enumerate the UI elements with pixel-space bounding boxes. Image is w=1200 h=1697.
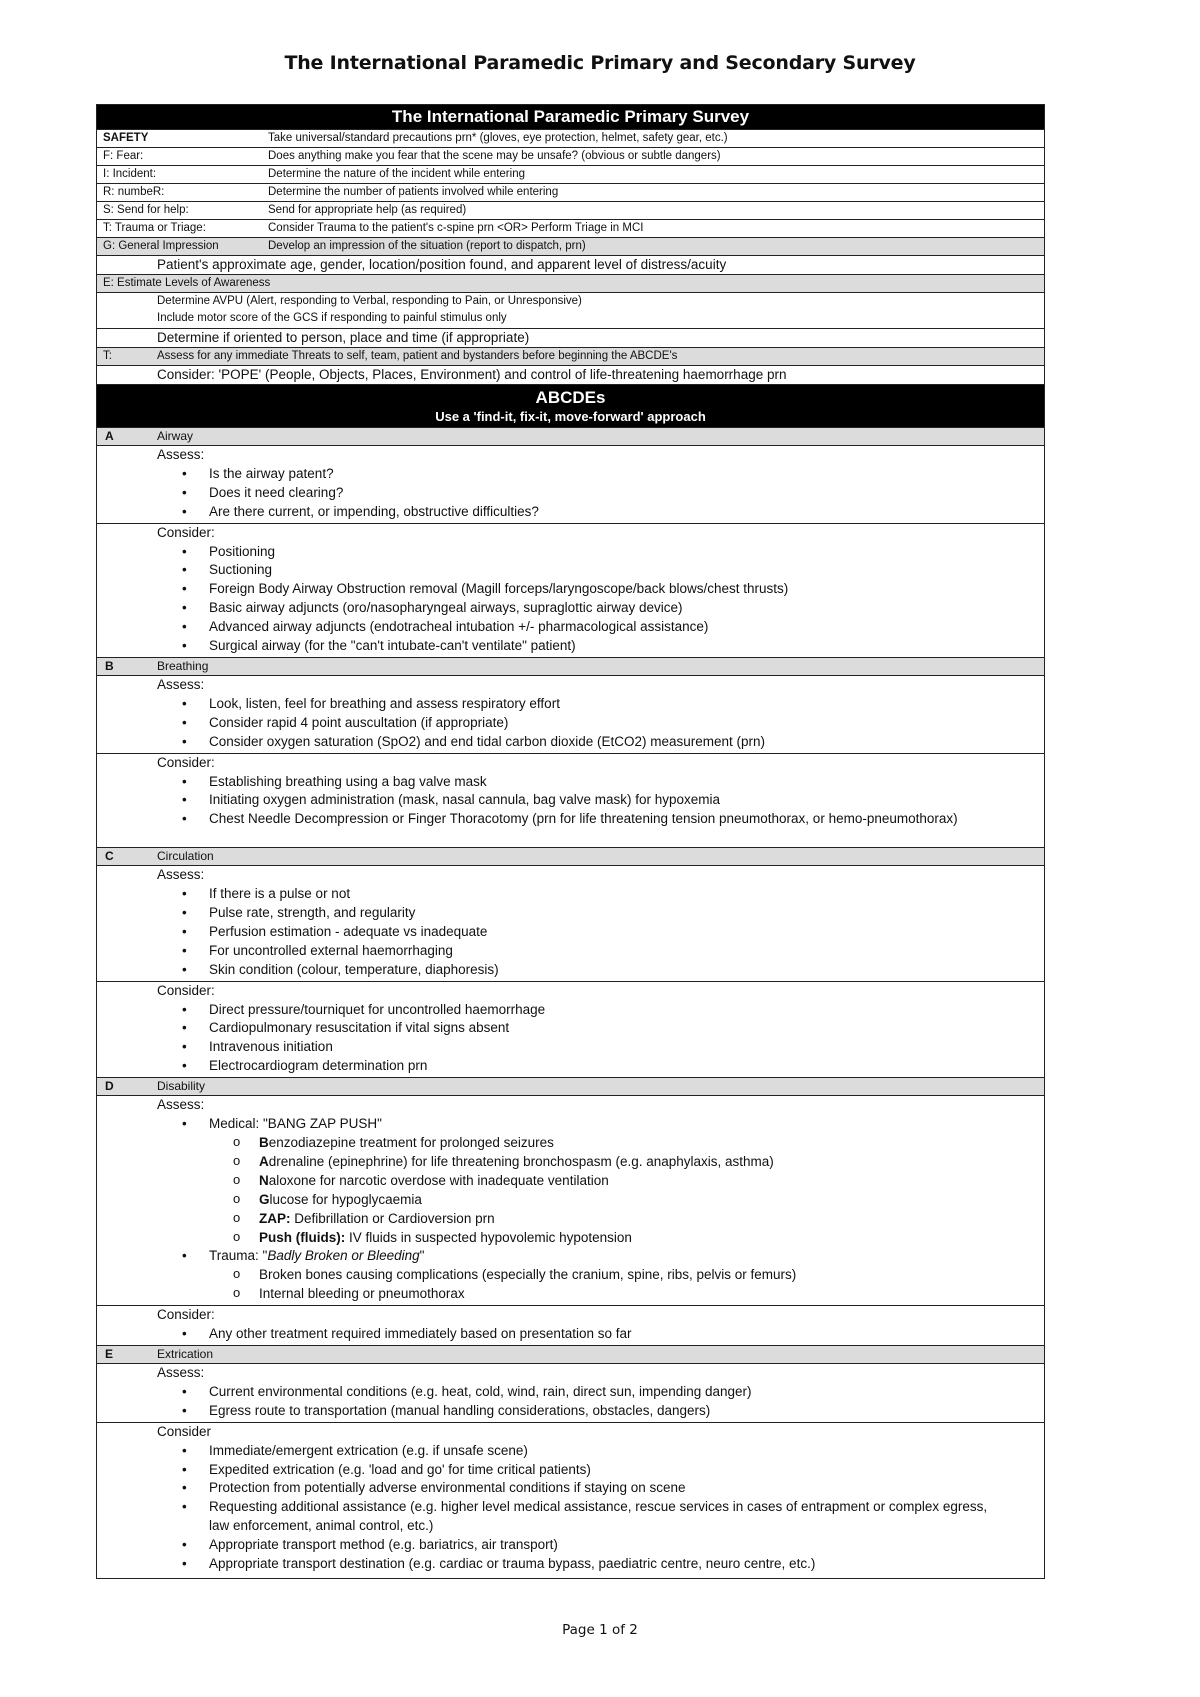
- list-item: • Are there current, or impending, obstructive difficulties?: [97, 503, 1044, 522]
- trauma-suffix: ": [419, 1248, 425, 1264]
- breathing-letter: B: [105, 658, 114, 673]
- list-item: • Initiating oxygen administration (mask, nasal cannula, bag valve mask) for hypoxemia: [97, 791, 1044, 810]
- sub-item-key: B: [259, 1135, 269, 1150]
- list-item: • For uncontrolled external haemorrhaging: [97, 942, 1044, 961]
- extrication-letter: E: [105, 1346, 114, 1361]
- extrication-header: [97, 1345, 1044, 1363]
- list-item: • Look, listen, feel for breathing and assess respiratory effort: [97, 695, 1044, 714]
- safety-key: SAFETY: [103, 132, 149, 144]
- trauma-triage-value: Consider Trauma to the patient's c-spine prn <OR> Perform Triage in MCI: [268, 222, 644, 234]
- incident-key: I: Incident:: [103, 168, 157, 180]
- list-item: • Egress route to transportation (manual handling considerations, obstacles, dangers): [97, 1402, 1044, 1421]
- assess-label: Assess:: [157, 447, 205, 462]
- sub-item-text: drenaline (epinephrine) for life threatening bronchospasm (e.g. anaphylaxis, asthma): [268, 1153, 774, 1169]
- list-item: • Intravenous initiation: [97, 1038, 1044, 1057]
- list-item: • Positioning: [97, 543, 1044, 562]
- gcs-text: Include motor score of the GCS if responding to painful stimulus only: [157, 312, 507, 324]
- list-item: • Current environmental conditions (e.g. heat, cold, wind, rain, direct sun, impending danger): [97, 1383, 1044, 1402]
- safety-value: Take universal/standard precautions prn* (gloves, eye protection, helmet, safety gear, etc.): [268, 132, 728, 144]
- avpu-block: [97, 292, 1044, 328]
- list-item: • Surgical airway (for the "can't intubate-can't ventilate" patient): [97, 637, 1044, 656]
- estimate-awareness-row: [97, 274, 1044, 292]
- trauma-triage-row: [97, 219, 1044, 237]
- threats-row: [97, 347, 1044, 365]
- sub-item-text: lucose for hypoglycaemia: [269, 1191, 422, 1207]
- list-item: • Basic airway adjuncts (oro/nasopharyngeal airways, supraglottic airway device): [97, 599, 1044, 618]
- extrication-consider: [97, 1422, 1044, 1578]
- pope-text: Consider: 'POPE' (People, Objects, Places, Environment) and control of life-threatening haemorrhage prn: [97, 365, 1044, 384]
- oriented-text: Determine if oriented to person, place and time (if appropriate): [97, 328, 1044, 347]
- threats-value: Assess for any immediate Threats to self, team, patient and bystanders before beginning the ABCDE's: [157, 350, 678, 362]
- primary-survey-table: [96, 104, 1045, 1579]
- fear-value: Does anything make you fear that the scene may be unsafe? (obvious or subtle dangers): [268, 150, 721, 162]
- sub-item: o Broken bones causing complications (especially the cranium, spine, ribs, pelvis or femurs): [97, 1266, 1044, 1285]
- general-impression-row: [97, 237, 1044, 255]
- circulation-assess: [97, 865, 1044, 980]
- list-item: • Immediate/emergent extrication (e.g. if unsafe scene): [97, 1442, 1044, 1461]
- sub-item-text: IV fluids in suspected hypovolemic hypotension: [345, 1229, 632, 1245]
- primary-survey-header: The International Paramedic Primary Survey: [97, 105, 1044, 129]
- list-item: • Electrocardiogram determination prn: [97, 1057, 1044, 1076]
- number-key: R: numbeR:: [103, 186, 165, 198]
- general-impression-detail: Patient's approximate age, gender, location/position found, and apparent level of distress/acuity: [97, 255, 1044, 274]
- sub-item: [97, 1134, 1044, 1153]
- list-item: • Pulse rate, strength, and regularity: [97, 904, 1044, 923]
- send-help-key: S: Send for help:: [103, 204, 189, 216]
- incident-row: [97, 165, 1044, 183]
- sub-item-text: aloxone for narcotic overdose with inadequate ventilation: [268, 1172, 609, 1188]
- extrication-name: Extrication: [157, 1346, 214, 1361]
- disability-assess: [97, 1095, 1044, 1305]
- trauma-emphasis: Badly Broken or Bleeding: [267, 1248, 420, 1264]
- trauma-triage-key: T: Trauma or Triage:: [103, 222, 206, 234]
- list-item: • Consider rapid 4 point auscultation (if appropriate): [97, 714, 1044, 733]
- assess-label: Assess:: [157, 676, 205, 692]
- send-help-value: Send for appropriate help (as required): [268, 204, 467, 216]
- airway-consider: [97, 523, 1044, 657]
- sub-item: o Internal bleeding or pneumothorax: [97, 1285, 1044, 1304]
- airway-header: [97, 427, 1044, 445]
- list-item: • Establishing breathing using a bag valve mask: [97, 773, 1044, 792]
- breathing-assess: [97, 675, 1044, 753]
- safety-row: [97, 129, 1044, 147]
- incident-value: Determine the nature of the incident while entering: [268, 168, 525, 180]
- document-title: The International Paramedic Primary and Secondary Survey: [284, 52, 916, 74]
- consider-label: Consider: [157, 1423, 212, 1439]
- circulation-header: [97, 847, 1044, 865]
- circulation-letter: C: [105, 849, 114, 864]
- breathing-consider: [97, 753, 1044, 848]
- trauma-prefix: Trauma: ": [209, 1248, 268, 1264]
- list-item: • Requesting additional assistance (e.g. higher level medical assistance, rescue services in cases of entrapment or complex egress, law enforcement, animal control, etc.): [97, 1498, 1044, 1536]
- airway-name: Airway: [157, 429, 194, 443]
- trauma-item: [97, 1247, 1044, 1266]
- list-item: • Any other treatment required immediately based on presentation so far: [97, 1325, 1044, 1344]
- general-impression-key: G: General Impression: [103, 240, 219, 252]
- disability-letter: D: [105, 1079, 114, 1094]
- abcde-title: ABCDEs: [535, 388, 606, 407]
- list-item: • Protection from potentially adverse environmental conditions if staying on scene: [97, 1479, 1044, 1498]
- medical-item: • Medical: "BANG ZAP PUSH": [97, 1115, 1044, 1134]
- airway-letter: A: [105, 429, 114, 443]
- sub-item-key: Push (fluids):: [259, 1229, 346, 1245]
- disability-name: Disability: [157, 1079, 206, 1094]
- airway-assess: [97, 445, 1044, 523]
- number-row: [97, 183, 1044, 201]
- circulation-name: Circulation: [157, 849, 214, 864]
- list-item: • Foreign Body Airway Obstruction removal (Magill forceps/laryngoscope/back blows/chest thrusts): [97, 580, 1044, 599]
- general-impression-value: Develop an impression of the situation (report to dispatch, prn): [268, 240, 586, 252]
- estimate-awareness-key: E: Estimate Levels of Awareness: [103, 277, 271, 289]
- threats-key: T:: [103, 350, 112, 362]
- list-item: • Expedited extrication (e.g. 'load and go' for time critical patients): [97, 1461, 1044, 1480]
- circulation-consider: [97, 981, 1044, 1078]
- extrication-assess: [97, 1363, 1044, 1422]
- sub-item: [97, 1172, 1044, 1191]
- consider-label: Consider:: [157, 754, 215, 770]
- fear-row: [97, 147, 1044, 165]
- list-item: • Cardiopulmonary resuscitation if vital signs absent: [97, 1019, 1044, 1038]
- sub-item-key: A: [259, 1153, 269, 1169]
- sub-item-text: Defibrillation or Cardioversion prn: [290, 1210, 495, 1226]
- sub-item-text: enzodiazepine treatment for prolonged seizures: [268, 1135, 554, 1150]
- list-item: • Is the airway patent?: [97, 465, 1044, 484]
- abcde-subtitle: Use a 'find-it, fix-it, move-forward' approach: [435, 409, 706, 424]
- list-item: • Direct pressure/tourniquet for uncontrolled haemorrhage: [97, 1001, 1044, 1020]
- list-item: • Perfusion estimation - adequate vs inadequate: [97, 923, 1044, 942]
- disability-consider: [97, 1305, 1044, 1345]
- sub-item: [97, 1191, 1044, 1210]
- list-item: • If there is a pulse or not: [97, 885, 1044, 904]
- assess-label: Assess:: [157, 867, 205, 883]
- consider-label: Consider:: [157, 524, 215, 540]
- list-item: • Does it need clearing?: [97, 484, 1044, 503]
- sub-item: [97, 1153, 1044, 1172]
- sub-item-key: N: [259, 1172, 269, 1188]
- breathing-header: [97, 657, 1044, 675]
- breathing-name: Breathing: [157, 658, 209, 673]
- disability-header: [97, 1077, 1044, 1095]
- sub-item: [97, 1229, 1044, 1248]
- sub-item: [97, 1210, 1044, 1229]
- assess-label: Assess:: [157, 1097, 205, 1113]
- avpu-text: Determine AVPU (Alert, responding to Verbal, responding to Pain, or Unresponsive): [157, 295, 582, 307]
- abcde-header: [97, 384, 1044, 427]
- page-number: Page 1 of 2: [562, 1622, 638, 1638]
- number-value: Determine the number of patients involved while entering: [268, 186, 559, 198]
- send-help-row: [97, 201, 1044, 219]
- list-item: • Advanced airway adjuncts (endotracheal intubation +/- pharmacological assistance): [97, 618, 1044, 637]
- sub-item-key: ZAP:: [259, 1210, 291, 1226]
- list-item: • Appropriate transport method (e.g. bariatrics, air transport): [97, 1536, 1044, 1555]
- list-item: • Chest Needle Decompression or Finger Thoracotomy (prn for life threatening tension pneumothorax, or hemo-pneumothorax): [97, 810, 1044, 829]
- fear-key: F: Fear:: [103, 150, 144, 162]
- list-item: • Skin condition (colour, temperature, diaphoresis): [97, 961, 1044, 980]
- sub-item-key: G: [259, 1191, 270, 1207]
- list-item: • Appropriate transport destination (e.g. cardiac or trauma bypass, paediatric centre, neuro centre, etc.): [97, 1555, 1044, 1574]
- list-item: • Suctioning: [97, 561, 1044, 580]
- consider-label: Consider:: [157, 982, 215, 998]
- consider-label: Consider:: [157, 1307, 215, 1323]
- assess-label: Assess:: [157, 1364, 205, 1380]
- list-item: • Consider oxygen saturation (SpO2) and end tidal carbon dioxide (EtCO2) measurement (prn): [97, 733, 1044, 752]
